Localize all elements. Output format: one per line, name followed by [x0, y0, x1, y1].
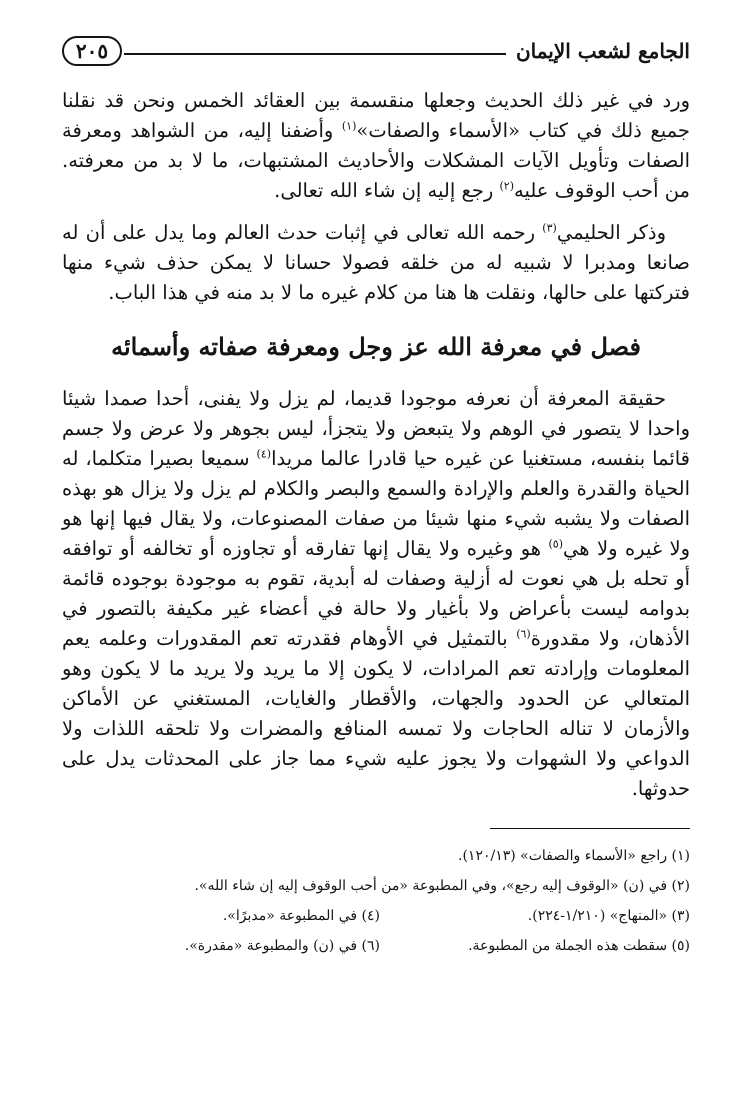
paragraph-3-text-c: هو وغيره ولا يقال إنها تفارقه أو تجاوزه أو تخالفه أو توافقه أو تحله بل هي نعوت له أزلية وصفات له أبدية، تقوم به موجودة بوجوده قائمة بدوامه ليست بأعراض ولا بأغيار ولا حالة في أعضاء غير مكيفة بالتصور في الأذهان، ولا مقدورة: [62, 537, 691, 650]
header-rule: [124, 53, 506, 55]
footnote-6: (٦) في (ن) والمطبوعة «مقدرة».: [184, 938, 380, 954]
running-header: [62, 30, 690, 72]
footnote-1: (١) راجع «الأسماء والصفات» (١٢٠/١٣).: [458, 848, 690, 864]
paragraph-3-text-d: بالتمثيل في الأوهام فقدرته تعم المقدورات وعلمه يعم المعلومات وإرادته تعم المرادات، لا يكون إلا ما يريد ولا يريد ما لا يكون وهو المتعالي عن الحدود والجهات، والأقطار والغايات، المستغني عن الأماكن والأزمان لا تناله الحاجات ولا تمسه المنافع والمضرات ولا تلحقه اللذات ولا الدواعي ولا الشهوات ولا يجوز عليه شيء مما جاز على المحدثات يدل على حدوثها.: [62, 627, 690, 800]
paragraph-2-text-b: رحمه الله تعالى في إثبات حدث العالم وما يدل على أن له صانعا ومدبرا لا شبيه له من خلقه فصولا حسانا لا يمكن حذف شيء منها فتركتها على حالها، ونقلت ها هنا من كلام غيره ما لا بد منه في هذا الباب.: [62, 221, 690, 304]
footnote-separator: [490, 828, 690, 829]
footnote-4: (٤) في المطبوعة «مدبرًا».: [222, 908, 380, 924]
footnote-row-5-6: [62, 931, 690, 961]
footnote-marker-2: (٢): [499, 179, 515, 193]
footnote-marker-4: (٤): [256, 447, 272, 461]
page-number: ٢٠٥: [62, 36, 122, 66]
section-heading: فصل في معرفة الله عز وجل ومعرفة صفاته وأسمائه: [111, 332, 641, 361]
paragraph-2-text-a: وذكر الحليمي: [556, 221, 667, 244]
paragraph-1-text-b: وأضفنا إليه، من الشواهد ومعرفة الصفات وتأويل الآيات المشكلات والأحاديث المشتبهات، ما لا بد من معرفته. من أحب الوقوف عليه: [62, 119, 690, 202]
footnote-2: (٢) في (ن) «الوقوف إليه رجع»، وفي المطبوعة «من أحب الوقوف إليه إن شاء الله».: [194, 878, 690, 894]
paragraph-2: [62, 218, 690, 308]
footnote-3: (٣) «المنهاج» (١/٢١٠-٢٢٤).: [527, 908, 690, 924]
footnote-row-3-4: [62, 901, 690, 931]
book-page: [62, 30, 690, 961]
paragraph-1: [62, 86, 690, 206]
footnotes: [62, 841, 690, 961]
paragraph-3-text-b: سميعا بصيرا متكلما، له الحياة والقدرة والعلم والإرادة والسمع والبصر والكلام لم يزل ولا يزال هو بهذه الصفات ولا يشبه شيء منها شيئا من صفات المصنوعات، ولا يقال فيها إنها هو ولا غيره ولا هي: [62, 447, 690, 560]
paragraph-1-text-a: ورد في غير ذلك الحديث وجعلها منقسمة بين العقائد الخمس ونحن قد نقلنا جميع ذلك في كتاب «الأسماء والصفات»: [62, 89, 690, 142]
footnote-marker-3: (٣): [542, 221, 557, 235]
footnote-marker-6: (٦): [516, 627, 531, 641]
footnote-marker-1: (١): [341, 119, 357, 133]
footnote-marker-5: (٥): [548, 537, 564, 551]
paragraph-1-text-c: رجع إليه إن شاء الله تعالى.: [274, 179, 500, 202]
book-title: الجامع لشعب الإيمان: [515, 39, 690, 63]
paragraph-3: [62, 384, 690, 804]
paragraph-3-text-a: حقيقة المعرفة أن نعرفه موجودا قديما، لم يزل ولا يفنى، أحدا صمدا شيئا واحدا لا يتصور في الوهم ولا يتبعض ولا يتجزأ، ليس بجوهر ولا عرض ولا جسم قائما بنفسه، مستغنيا عن غيره حيا قادرا عالما مريدا: [62, 387, 691, 470]
footnote-5: (٥) سقطت هذه الجملة من المطبوعة.: [468, 938, 690, 954]
